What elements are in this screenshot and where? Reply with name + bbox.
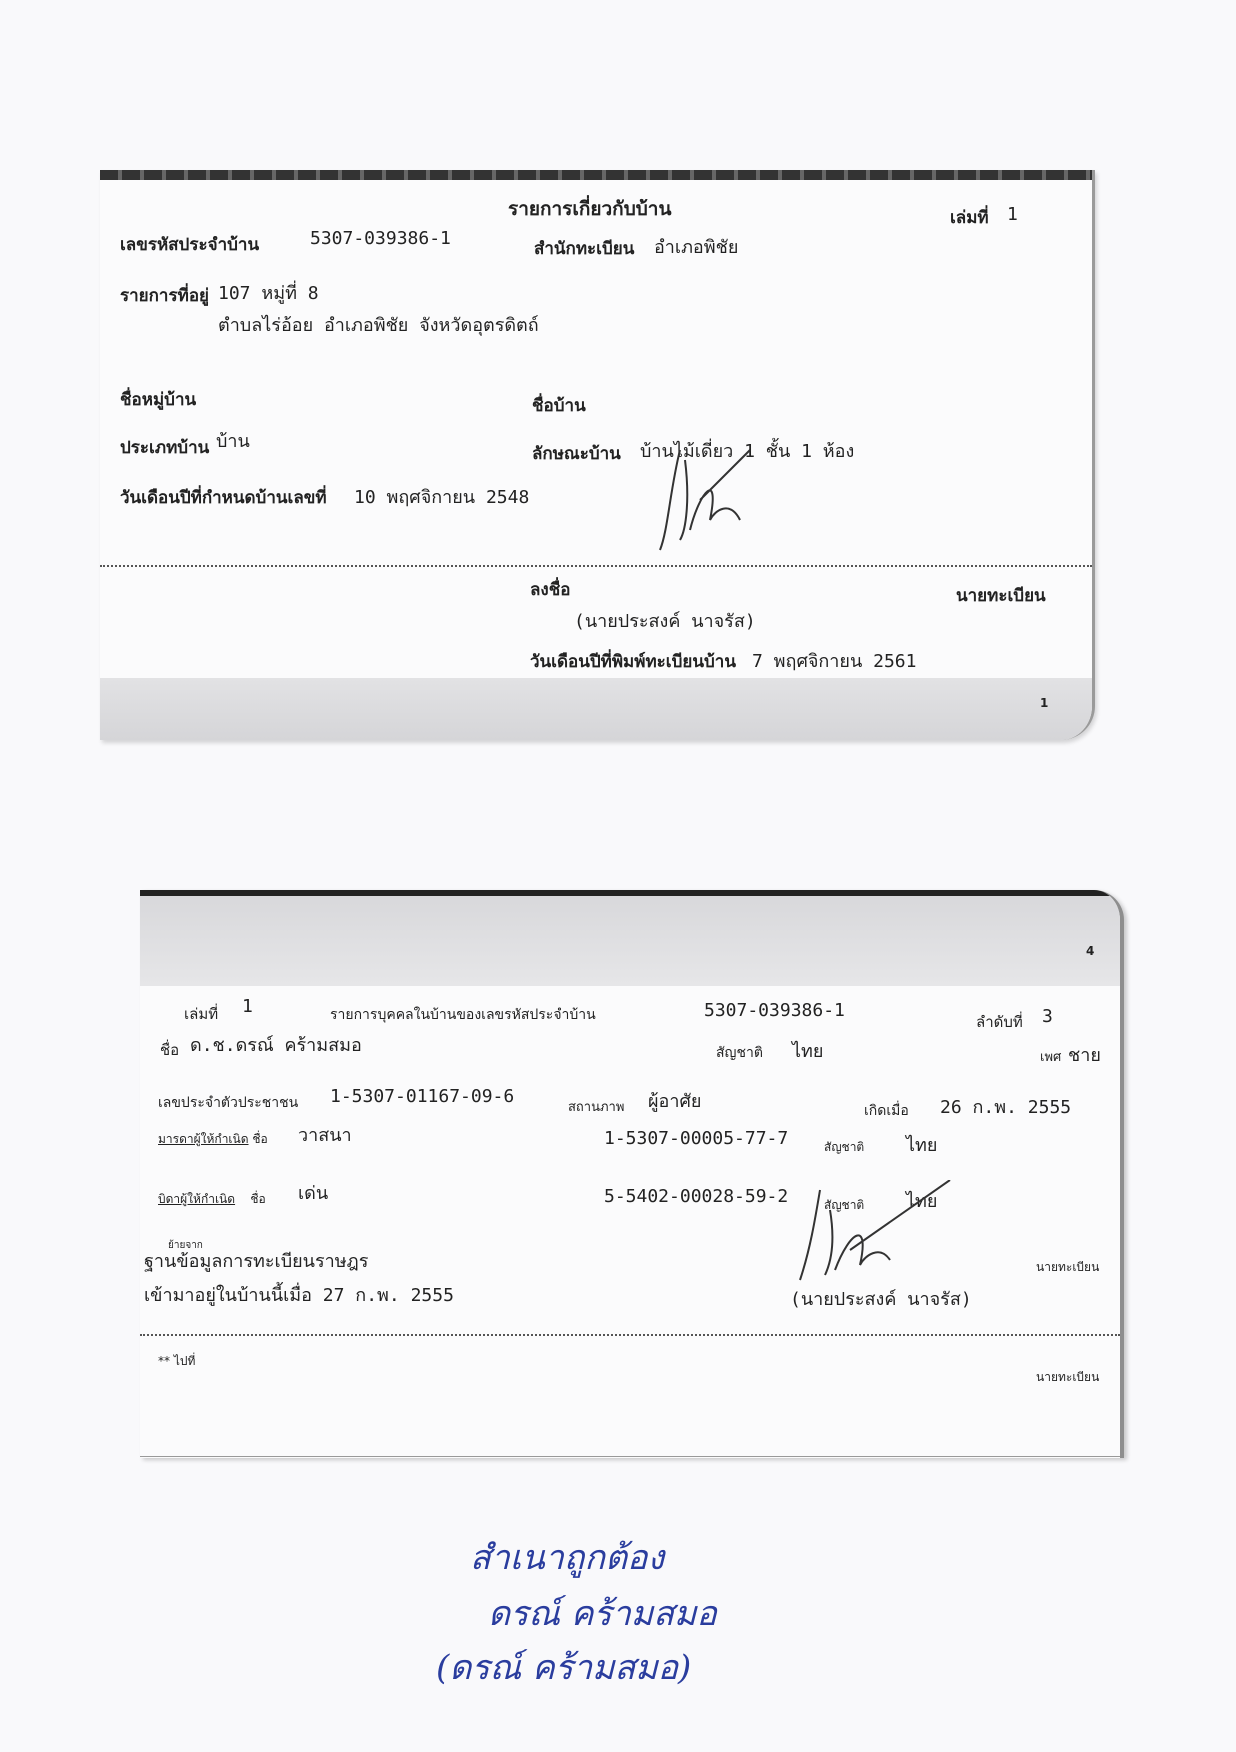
- mother-nationality: ไทย: [906, 1135, 938, 1156]
- note-line1: ฐานข้อมูลการทะเบียนราษฎร: [144, 1251, 369, 1272]
- registrar-label: นายทะเบียน: [1036, 1260, 1100, 1274]
- house-code-value: 5307-039386-1: [704, 1000, 845, 1021]
- mother-id: 1-5307-00005-77-7: [604, 1128, 789, 1149]
- address-label: รายการที่อยู่: [120, 286, 209, 306]
- father-name: เด่น: [298, 1183, 329, 1204]
- nationality-value: ไทย: [792, 1041, 824, 1062]
- print-date-label: วันเดือนปีที่พิมพ์ทะเบียนบ้าน: [530, 652, 736, 672]
- registrar-name: (นายประสงค์ นาจรัส): [574, 611, 756, 632]
- house-name-label: ชื่อบ้าน: [532, 396, 586, 416]
- card-header-band: [140, 896, 1120, 986]
- print-date-value: 7 พฤศจิกายน 2561: [752, 651, 917, 672]
- book-value: 1: [1007, 204, 1018, 225]
- page-number: 1: [1040, 696, 1049, 710]
- sign-label: ลงชื่อ: [530, 580, 571, 600]
- registry-office-value: อำเภอพิชัย: [654, 237, 739, 258]
- page-top-edge: [100, 170, 1092, 180]
- page-number: 4: [1086, 944, 1095, 958]
- certification-line1: สำเนาถูกต้อง: [470, 1538, 665, 1578]
- registrar-signature: [780, 1180, 960, 1290]
- address-line1: 107 หมู่ที่ 8: [218, 283, 319, 304]
- resident-details-card: [140, 890, 1124, 1458]
- father-id: 5-5402-00028-59-2: [604, 1186, 789, 1207]
- date-assigned-value: 10 พฤศจิกายน 2548: [354, 487, 530, 508]
- card-title: รายการเกี่ยวกับบ้าน: [508, 198, 672, 220]
- registrar-signature: [640, 430, 760, 560]
- card-footer-band: [100, 678, 1092, 740]
- date-assigned-label: วันเดือนปีที่กำหนดบ้านเลขที่: [120, 488, 327, 508]
- book-label: เล่มที่: [184, 1005, 219, 1023]
- house-character-label: ลักษณะบ้าน: [532, 444, 621, 464]
- house-character-value: บ้านไม้เดี่ยว 1 ชั้น 1 ห้อง: [640, 441, 855, 462]
- record-heading: รายการบุคคลในบ้านของเลขรหัสประจำบ้าน: [330, 1007, 596, 1023]
- book-label: เล่มที่: [950, 208, 989, 228]
- order-label: ลำดับที่: [976, 1013, 1023, 1031]
- village-name-label: ชื่อหมู่บ้าน: [120, 390, 197, 410]
- address-line2: ตำบลไร่อ้อย อำเภอพิชัย จังหวัดอุตรดิตถ์: [218, 315, 539, 336]
- father-nationality-label: สัญชาติ: [824, 1198, 865, 1212]
- sex-label: เพศ: [1040, 1050, 1062, 1065]
- house-details-card: [100, 170, 1095, 740]
- certification-line3: (ดรณ์ คร้ามสมอ): [436, 1648, 692, 1688]
- order-value: 3: [1042, 1006, 1053, 1027]
- house-code-value: 5307-039386-1: [310, 228, 451, 249]
- house-code-label: เลขรหัสประจำบ้าน: [120, 235, 260, 255]
- mother-label: [158, 1130, 268, 1149]
- nationality-label: สัญชาติ: [716, 1045, 763, 1061]
- dotted-divider: [100, 565, 1092, 567]
- book-value: 1: [242, 996, 253, 1017]
- registry-office-label: สำนักทะเบียน: [534, 239, 635, 259]
- registrar-name: (นายประสงค์ นาจรัส): [790, 1289, 972, 1310]
- father-nationality: ไทย: [906, 1191, 938, 1212]
- house-type-label: ประเภทบ้าน: [120, 438, 210, 458]
- note-line2: เข้ามาอยู่ในบ้านนี้เมื่อ 27 ก.พ. 2555: [144, 1285, 454, 1306]
- id-label: เลขประจำตัวประชาชน: [158, 1095, 299, 1111]
- mother-name: วาสนา: [298, 1125, 352, 1146]
- sex-value: ชาย: [1068, 1045, 1101, 1066]
- mother-nationality-label: สัญชาติ: [824, 1140, 865, 1154]
- name-value: ด.ช.ดรณ์ คร้ามสมอ: [190, 1035, 362, 1056]
- mother-label-text: มารดาผู้ให้กำเนิด: [158, 1132, 249, 1146]
- house-type-value: บ้าน: [216, 431, 250, 452]
- registrar-label: นายทะเบียน: [956, 586, 1046, 606]
- note-prefix: ย้ายจาก: [168, 1240, 203, 1251]
- father-name-label: ชื่อ: [250, 1192, 266, 1206]
- name-label: ชื่อ: [160, 1041, 180, 1059]
- registrar-label-bottom: นายทะเบียน: [1036, 1370, 1100, 1384]
- status-value: ผู้อาศัย: [648, 1091, 702, 1112]
- born-label: เกิดเมื่อ: [864, 1103, 909, 1119]
- father-label-text: บิดาผู้ให้กำเนิด: [158, 1192, 236, 1206]
- dotted-divider: [140, 1334, 1120, 1336]
- moved-out-label: ** ไปที่: [158, 1354, 196, 1368]
- born-value: 26 ก.พ. 2555: [940, 1097, 1072, 1118]
- mother-name-label: ชื่อ: [252, 1132, 268, 1146]
- id-value: 1-5307-01167-09-6: [330, 1086, 515, 1107]
- status-label: สถานภาพ: [568, 1100, 625, 1115]
- card-bottom-line: [140, 1456, 1120, 1457]
- father-label: [158, 1190, 266, 1209]
- certification-line2: ดรณ์ คร้ามสมอ: [488, 1594, 717, 1634]
